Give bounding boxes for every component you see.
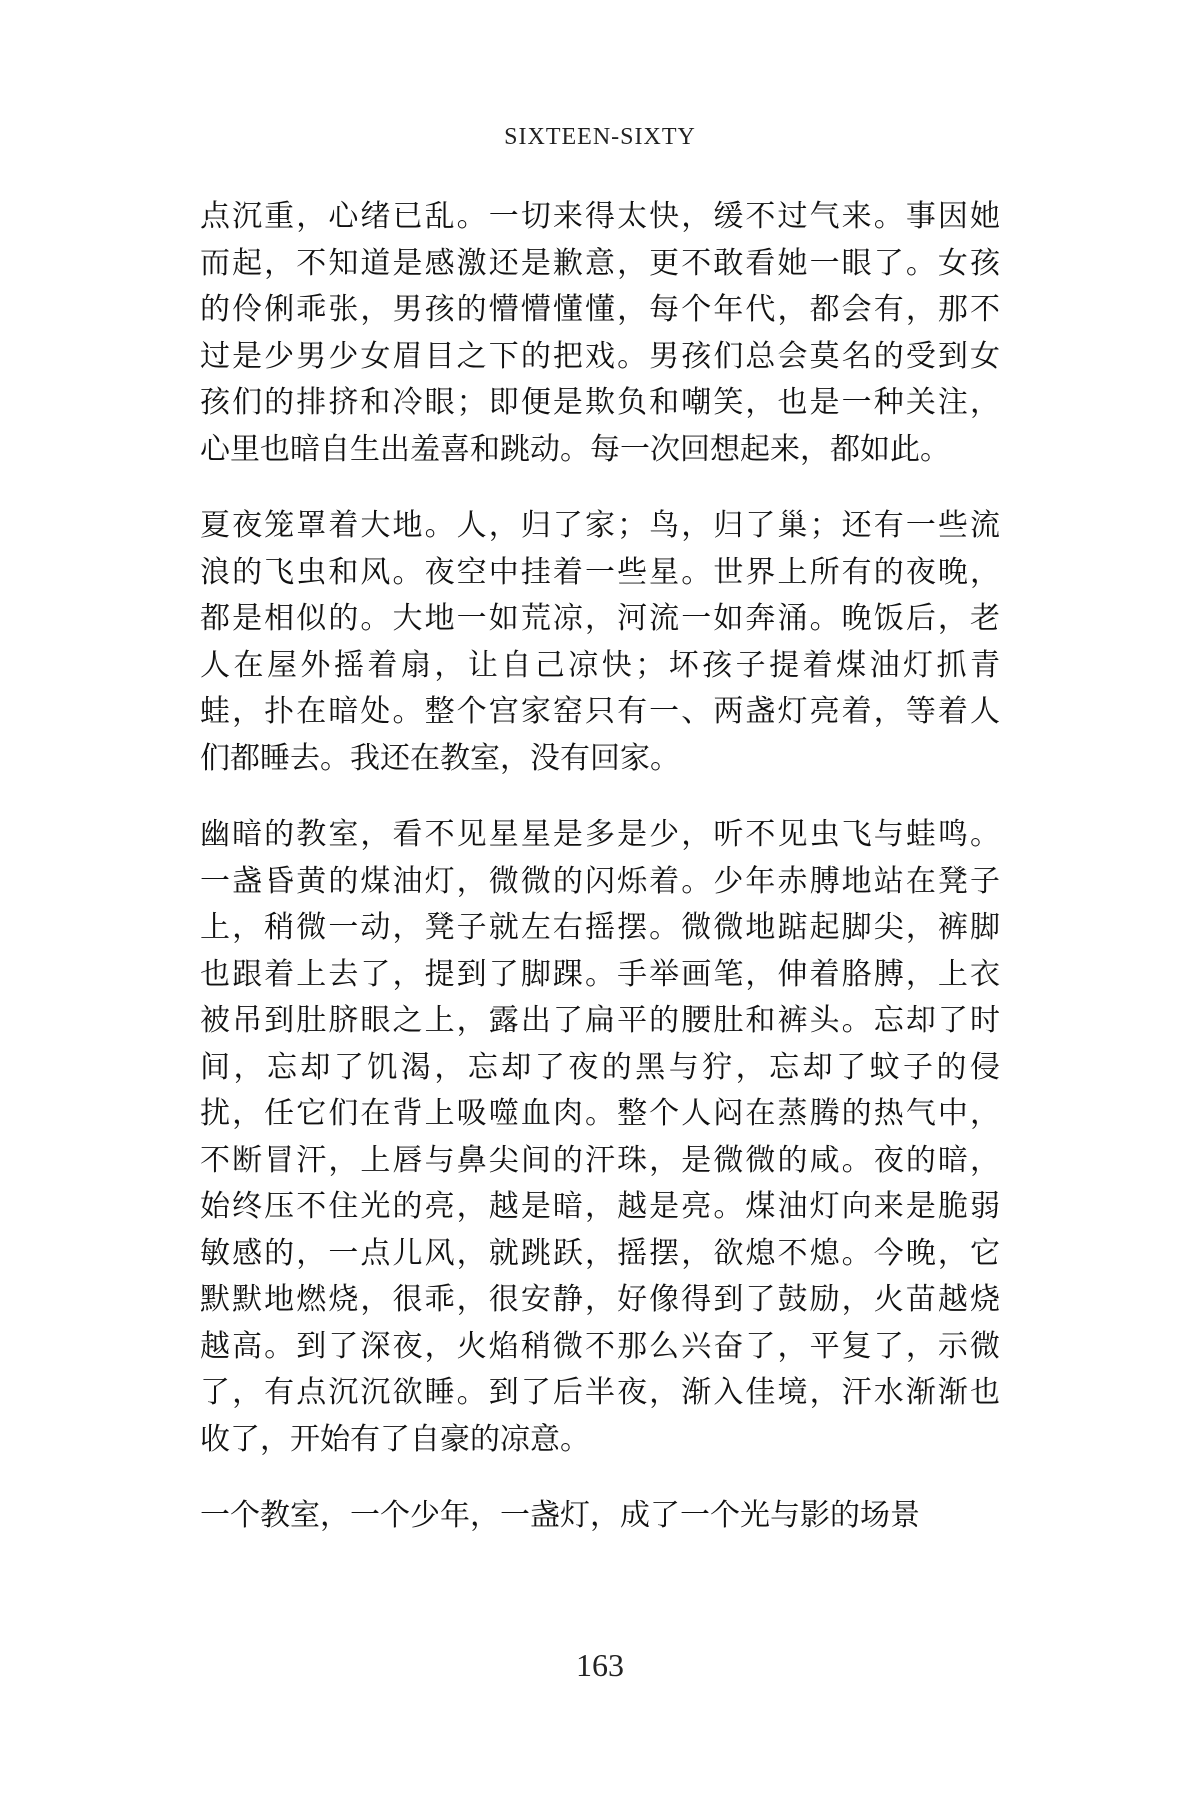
text-line: 都是相似的。大地一如荒凉，河流一如奔涌。晚饭后，老 bbox=[200, 601, 1000, 636]
text-line: 收了，开始有了自豪的凉意。 bbox=[200, 1421, 590, 1457]
text-line: 间，忘却了饥渴，忘却了夜的黑与狞，忘却了蚊子的侵 bbox=[200, 1049, 1000, 1085]
text-line: 幽暗的教室，看不见星星是多是少，听不见虫飞与蛙鸣。 bbox=[200, 817, 1000, 852]
text-line: 心里也暗自生出羞喜和跳动。每一次回想起来，都如此。 bbox=[200, 431, 950, 467]
paragraph bbox=[200, 812, 1000, 1463]
text-line: 扰，任它们在背上吸噬血肉。整个人闷在蒸腾的热气中， bbox=[200, 1096, 1000, 1131]
text-line: 而起，不知道是感激还是歉意，更不敢看她一眼了。女孩 bbox=[200, 245, 1000, 281]
text-line: 夏夜笼罩着大地。人，归了家；鸟，归了巢；还有一些流 bbox=[200, 508, 1000, 543]
running-header: SIXTEEN-SIXTY bbox=[504, 124, 696, 150]
text-line: 蛙，扑在暗处。整个宫家窑只有一、两盏灯亮着，等着人 bbox=[200, 694, 1000, 729]
text-line: 们都睡去。我还在教室，没有回家。 bbox=[200, 740, 680, 776]
text-line: 点沉重，心绪已乱。一切来得太快，缓不过气来。事因她 bbox=[200, 199, 1000, 234]
text-line: 浪的飞虫和风。夜空中挂着一些星。世界上所有的夜晚， bbox=[200, 554, 1000, 590]
body-text bbox=[200, 194, 1000, 1570]
text-line: 的伶俐乖张，男孩的懵懵懂懂，每个年代，都会有，那不 bbox=[200, 292, 1000, 327]
text-line: 敏感的，一点儿风，就跳跃，摇摆，欲熄不熄。今晚，它 bbox=[200, 1235, 1000, 1271]
text-line: 被吊到肚脐眼之上，露出了扁平的腰肚和裤头。忘却了时 bbox=[200, 1003, 1000, 1038]
text-line: 孩们的排挤和冷眼；即便是欺负和嘲笑，也是一种关注， bbox=[200, 385, 1000, 420]
paragraph bbox=[200, 194, 1000, 473]
text-line: 不断冒汗，上唇与鼻尖间的汗珠，是微微的咸。夜的暗， bbox=[200, 1142, 1000, 1178]
text-line: 人在屋外摇着扇，让自己凉快；坏孩子提着煤油灯抓青 bbox=[200, 647, 1000, 683]
text-line: 上，稍微一动，凳子就左右摇摆。微微地踮起脚尖，裤脚 bbox=[200, 910, 1000, 945]
text-line: 过是少男少女眉目之下的把戏。男孩们总会莫名的受到女 bbox=[200, 338, 1000, 374]
text-line: 一个教室，一个少年，一盏灯，成了一个光与影的场景 bbox=[200, 1498, 920, 1533]
text-line: 一盏昏黄的煤油灯，微微的闪烁着。少年赤膊地站在凳子 bbox=[200, 863, 1000, 899]
text-line: 默默地燃烧，很乖，很安静，好像得到了鼓励，火苗越烧 bbox=[200, 1282, 1000, 1317]
text-line: 越高。到了深夜，火焰稍微不那么兴奋了，平复了，示微 bbox=[200, 1328, 1000, 1364]
text-line: 始终压不住光的亮，越是暗，越是亮。煤油灯向来是脆弱 bbox=[200, 1189, 1000, 1224]
text-line: 了，有点沉沉欲睡。到了后半夜，渐入佳境，汗水渐渐也 bbox=[200, 1375, 1000, 1410]
paragraph bbox=[200, 1493, 1000, 1540]
page-number: 163 bbox=[576, 1647, 624, 1683]
text-line: 也跟着上去了，提到了脚踝。手举画笔，伸着胳膊，上衣 bbox=[200, 956, 1000, 992]
paragraph bbox=[200, 503, 1000, 782]
